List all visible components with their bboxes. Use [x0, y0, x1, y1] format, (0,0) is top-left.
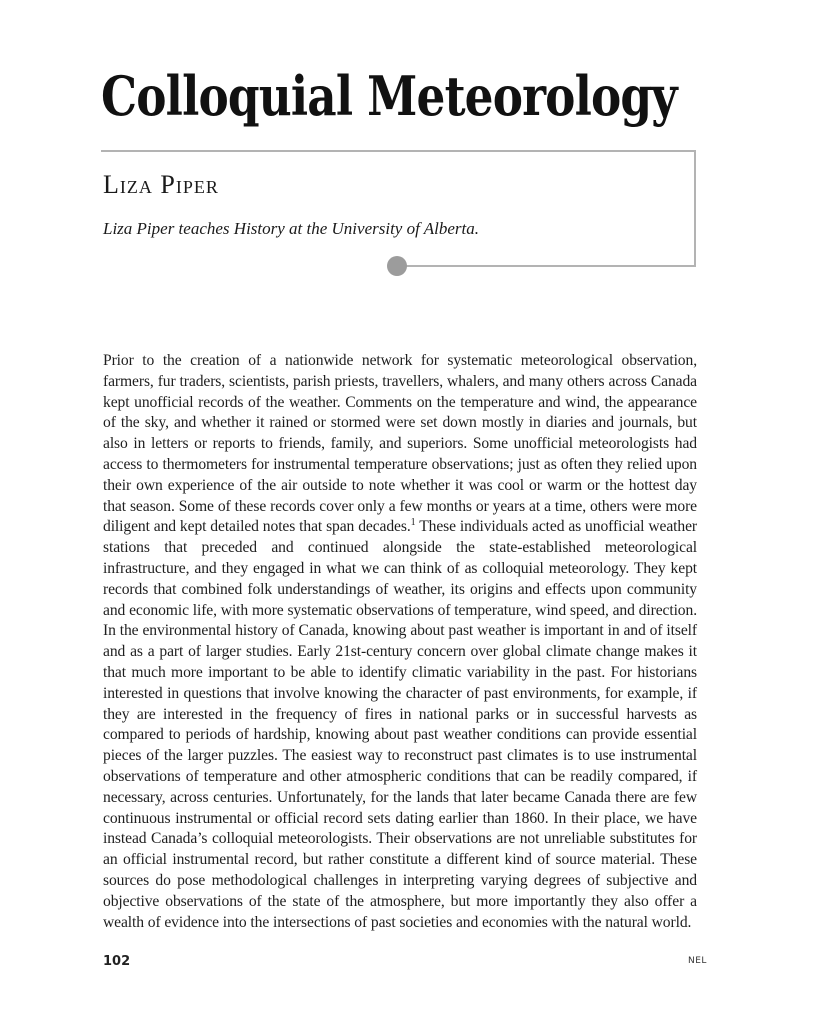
publisher-mark: NEL	[688, 956, 707, 966]
footnote-marker: 1	[410, 517, 416, 529]
page-number: 102	[103, 954, 131, 969]
author-bio: Liza Piper teaches History at the University of Alberta.	[103, 219, 480, 238]
decorative-circle	[387, 256, 407, 276]
body-text-after-footnote: These individuals acted as unofficial weather stations that preceded and continued alongside the state-established meteorological infrastructure, and they engaged in what we can think of as colloquial meteorology. They kept records that combined folk understandings of weather, its origins and effects upon community and economic life, with more systematic observations of temperature, wind speed, and direction. In the environmental history of Canada, knowing about past weather is important in and of itself and as a part of larger studies. Early 21st-century concern over global climate change makes it that much more important to be able to identify climatic variability in the past. For historians interested in questions that involve knowing the character of past environments, for example, if they are interested in the frequency of fires in national parks or in successful harvests as compared to periods of hardship, knowing about past weather conditions can provide essential pieces of the larger puzzles. The easiest way to reconstruct past climates is to use instrumental observations of temperature and other atmospheric conditions that can be readily compared, if necessary, across centuries. Unfortunately, for the lands that later became Canada there are few continuous instrumental or official record sets dating earlier than 1860. In their place, we have instead Canada’s colloquial meteorologists. Their observations are not unreliable substitutes for an official instrumental record, but rather constitute a different kind of source material. These sources do pose methodological challenges in interpreting varying degrees of subjective and objective observations of the state of the atmosphere, but more importantly they also offer a wealth of evidence into the intersections of past societies and economies with the natural world.	[103, 518, 697, 931]
decorative-rule	[397, 265, 696, 267]
decorative-frame	[101, 150, 696, 267]
article-title: Colloquial Meteorology	[101, 64, 677, 128]
author-name: Liza Piper	[103, 170, 219, 199]
body-paragraph	[103, 351, 697, 933]
body-text-before-footnote: Prior to the creation of a nationwide network for systematic meteorological observation, farmers, fur traders, scientists, parish priests, travellers, whalers, and many others across Canada kept unofficial records of the weather. Comments on the temperature and wind, the appearance of the sky, and whether it rained or stormed were set down mostly in diaries and journals, but also in letters or reports to friends, family, and superiors. Some unofficial meteorologists had access to thermometers for instrumental temperature observations; just as often they relied upon their own experience of the air outside to note whether it was cool or warm or the hottest day that season. Some of these records cover only a few months or years at a time, others were more diligent and kept detailed notes that span decades.	[103, 352, 697, 536]
